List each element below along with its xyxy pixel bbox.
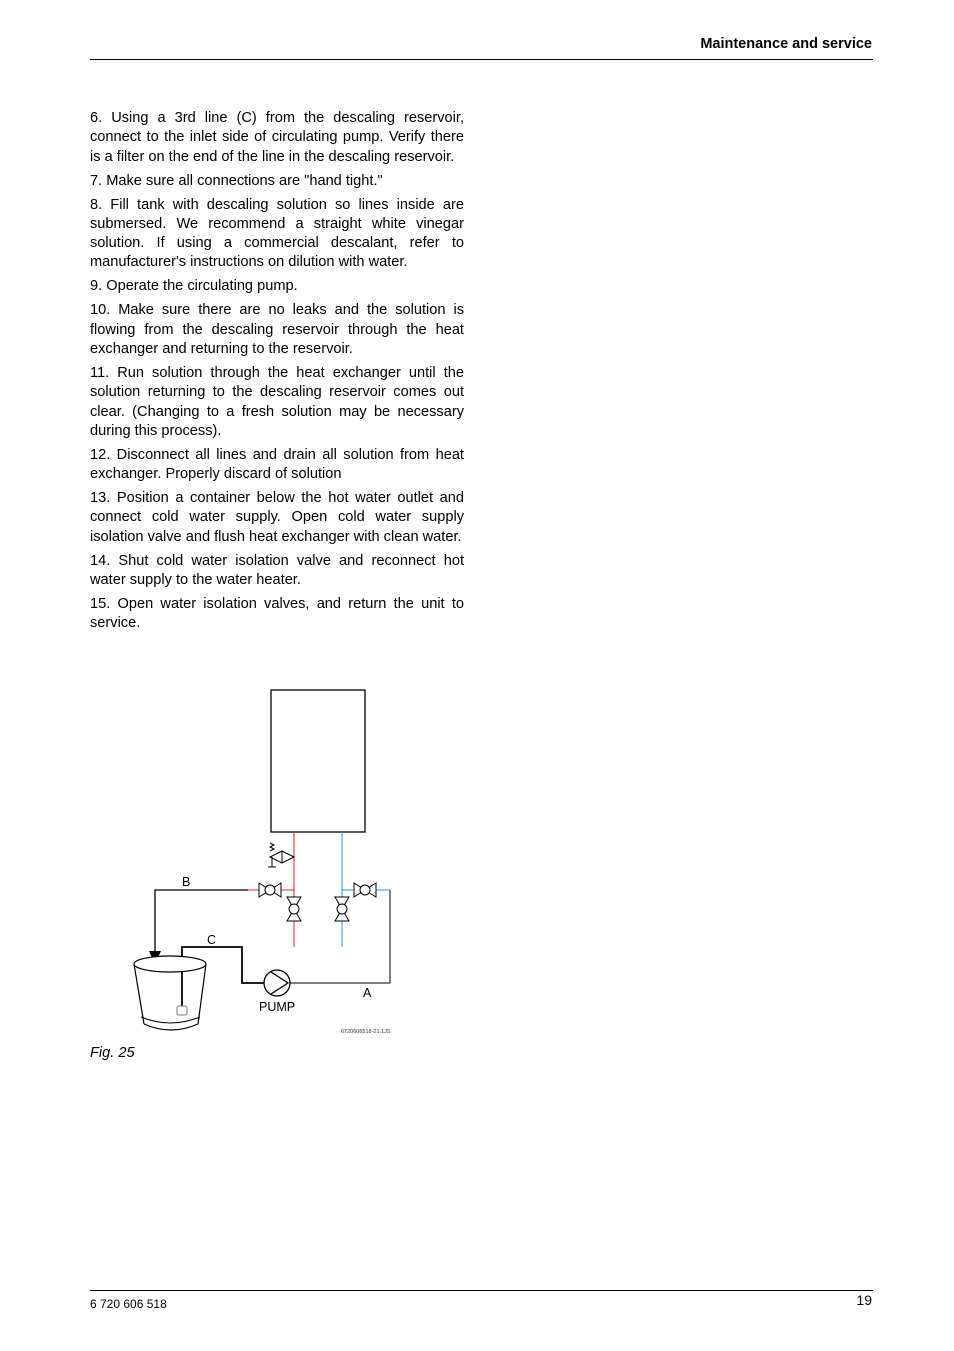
service-valve-a-icon — [354, 883, 376, 897]
descaling-reservoir-icon — [134, 956, 206, 1030]
label-b: B — [182, 875, 191, 889]
descaling-diagram-svg — [130, 685, 395, 1040]
page-number: 19 — [856, 1292, 872, 1308]
footer-divider — [90, 1290, 873, 1291]
step-8: 8. Fill tank with descaling solution so lines inside are submersed. We recommend a straight white vinegar solution. If using a commercial descalant, refer to manufacturer's instructions on dilution with water. — [90, 196, 464, 271]
figure-code: 6720606518-21.1JS — [341, 1029, 391, 1035]
header-divider — [90, 59, 873, 60]
figure-caption: Fig. 25 — [90, 1045, 135, 1061]
step-15: 15. Open water isolation valves, and return the unit to service. — [90, 596, 464, 632]
relief-valve-icon — [268, 843, 294, 867]
label-pump: PUMP — [259, 1000, 296, 1014]
header-title: Maintenance and service — [700, 36, 872, 52]
line-c — [182, 947, 265, 1010]
water-heater-unit — [271, 690, 365, 832]
document-number: 6 720 606 518 — [90, 1297, 167, 1311]
label-c: C — [207, 933, 217, 947]
label-a: A — [363, 986, 372, 1000]
pump-icon — [264, 970, 290, 996]
inlet-filter-icon — [177, 1006, 187, 1015]
step-14: 14. Shut cold water isolation valve and reconnect hot water supply to the water heater. — [90, 552, 464, 589]
step-11: 11. Run solution through the heat exchanger until the solution returning to the descaling reservoir comes out clear. (Changing to a fresh solution may be necessary during this process). — [90, 365, 464, 439]
step-7: 7. Make sure all connections are "hand tight." — [90, 172, 383, 189]
service-valve-b-icon — [259, 883, 281, 897]
step-9: 9. Operate the circulating pump. — [90, 278, 298, 295]
cold-isolation-valve-icon — [335, 897, 349, 921]
descaling-diagram — [130, 685, 395, 1040]
line-b — [155, 890, 248, 953]
step-6: 6. Using a 3rd line (C) from the descaling reservoir, connect to the inlet side of circulating pump. Verify there is a filter on the end of the line in the descaling reservoir. — [90, 110, 464, 165]
step-12: 12. Disconnect all lines and drain all solution from heat exchanger. Properly discard of solution — [90, 446, 464, 483]
instruction-steps — [90, 109, 464, 638]
hot-isolation-valve-icon — [287, 897, 301, 921]
step-10: 10. Make sure there are no leaks and the solution is flowing from the descaling reservoir through the heat exchanger and returning to the reservoir. — [90, 302, 464, 358]
step-13: 13. Position a container below the hot water outlet and connect cold water supply. Open cold water supply isolation valve and flush heat exchanger with clean water. — [90, 490, 464, 545]
